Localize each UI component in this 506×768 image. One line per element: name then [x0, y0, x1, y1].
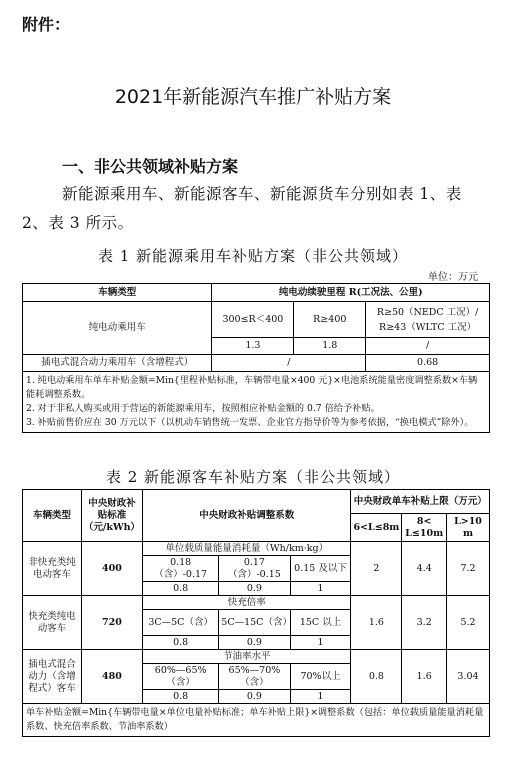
table1-unit: 单位：万元	[428, 272, 478, 283]
t2-h-central-standard: 中央财政补贴标准（元/kWh）	[81, 490, 142, 542]
t2-r2-coef-2: 0.9	[219, 636, 290, 650]
t2-r2-coef-1: 0.8	[143, 636, 219, 650]
t2-r3-coef-3: 1	[290, 690, 351, 704]
document-title: 2021年新能源汽车推广补贴方案	[114, 86, 392, 108]
t2-r2-cap-2: 3.2	[402, 596, 447, 650]
t2-r1-standard: 400	[81, 542, 142, 596]
t2-h-cap: 中央财政单车补贴上限（万元）	[351, 490, 490, 514]
t1-bev-val-1: 1.3	[212, 338, 294, 355]
t1-range-3	[366, 302, 490, 338]
t2-r2-cap-1: 1.6	[351, 596, 402, 650]
t1-row-bev-label: 纯电动乘用车	[23, 302, 212, 355]
table2	[22, 489, 490, 737]
t2-r3-cap-2: 1.6	[402, 650, 447, 704]
t2-r2-coef-3: 1	[290, 636, 351, 650]
t1-col-range-header: 纯电动续驶里程 R(工况法、公里)	[212, 284, 490, 302]
t1-phev-val-a: /	[212, 355, 366, 372]
t2-h-adjust: 中央财政补贴调整系数	[143, 490, 351, 542]
t2-r2-label: 快充类纯电动客车	[23, 596, 82, 650]
t1-notes	[23, 372, 490, 433]
t2-r3-label: 插电式混合动力（含增程式）客车	[23, 650, 82, 704]
t2-r3-band-3: 70%以上	[290, 664, 351, 690]
t2-r3-coef-1: 0.8	[143, 690, 219, 704]
t2-r1-coef-2: 0.9	[219, 582, 290, 596]
t2-r1-cap-1: 2	[351, 542, 402, 596]
t1-row-phev-label: 插电式混合动力乘用车（含增程式）	[23, 355, 212, 372]
t2-r2-band-1: 3C—5C（含）	[143, 610, 219, 636]
t1-range-3-line2: R≥43（WLTC 工况）	[379, 321, 477, 333]
table1	[22, 283, 490, 433]
t2-r3-cap-1: 0.8	[351, 650, 402, 704]
t2-footnote: 单车补贴金额=Min{车辆带电量×单位电量补贴标准；单车补贴上限}×调整系数（包括：单位载质量能量消耗量系数、快充倍率系数、节油率系数）	[23, 704, 490, 737]
t2-h-len-1: 6<L≤8m	[351, 514, 402, 542]
table1-caption: 表 1 新能源乘用车补贴方案（非公共领域）	[97, 247, 409, 265]
table2-caption: 表 2 新能源客车补贴方案（非公共领域）	[105, 468, 401, 486]
annex-label: 附件：	[22, 15, 71, 34]
section-heading: 一、非公共领域补贴方案	[62, 157, 239, 176]
t1-note-1: 1. 纯电动乘用车单车补贴金额=Min{里程补贴标准，车辆带电量×400 元}×电池系统能量密度调整系数×车辆能耗调整系数。	[26, 375, 478, 400]
t2-r2-band-3: 15C 以上	[290, 610, 351, 636]
t2-r3-coef-2: 0.9	[219, 690, 290, 704]
t2-r1-coef-1: 0.8	[143, 582, 219, 596]
t2-r1-band-1: 0.18（含）-0.17	[143, 556, 219, 582]
t1-range-2: R≥400	[294, 302, 366, 338]
t2-r3-standard: 480	[81, 650, 142, 704]
t2-r1-band-2: 0.17（含）-0.15	[219, 556, 290, 582]
t2-r1-coef-3: 1	[290, 582, 351, 596]
t2-r3-cap-3: 3.04	[447, 650, 490, 704]
t2-r3-band-2: 65%—70%（含）	[219, 664, 290, 690]
t1-bev-val-3: /	[366, 338, 490, 355]
t2-r1-label: 非快充类纯电动客车	[23, 542, 82, 596]
t2-r2-band-2: 5C—15C（含）	[219, 610, 290, 636]
t2-h-len-2: 8< L≤10m	[402, 514, 447, 542]
t1-note-2: 2. 对于非私人购买或用于营运的新能源乘用车，按照相应补贴金额的 0.7 倍给予补贴。	[26, 403, 380, 414]
t1-note-3: 3. 补贴前售价应在 30 万元以下（以机动车销售统一发票、企业官方指导价等为参考依据，“换电模式”除外）。	[26, 417, 474, 428]
t2-r2-metric: 快充倍率	[143, 596, 351, 610]
t2-r1-band-3: 0.15 及以下	[290, 556, 351, 582]
t1-range-3-line1: R≥50（NEDC 工况）/	[376, 306, 479, 318]
t2-r1-cap-3: 7.2	[447, 542, 490, 596]
t2-h-len-3: L>10 m	[447, 514, 490, 542]
t2-r2-standard: 720	[81, 596, 142, 650]
t2-r3-band-1: 60%—65%（含）	[143, 664, 219, 690]
intro-paragraph: 新能源乘用车、新能源客车、新能源货车分别如表 1、表 2、表 3 所示。	[22, 185, 462, 232]
t2-r1-metric: 单位载质量能量消耗量（Wh/km·kg）	[143, 542, 351, 556]
t2-h-vehicle-type: 车辆类型	[23, 490, 82, 542]
t1-col-vehicle-type: 车辆类型	[23, 284, 212, 302]
t2-r1-cap-2: 4.4	[402, 542, 447, 596]
t1-range-1: 300≤R＜400	[212, 302, 294, 338]
t1-phev-val-b: 0.68	[366, 355, 490, 372]
t2-r3-metric: 节油率水平	[143, 650, 351, 664]
t2-r2-cap-3: 5.2	[447, 596, 490, 650]
t1-bev-val-2: 1.8	[294, 338, 366, 355]
